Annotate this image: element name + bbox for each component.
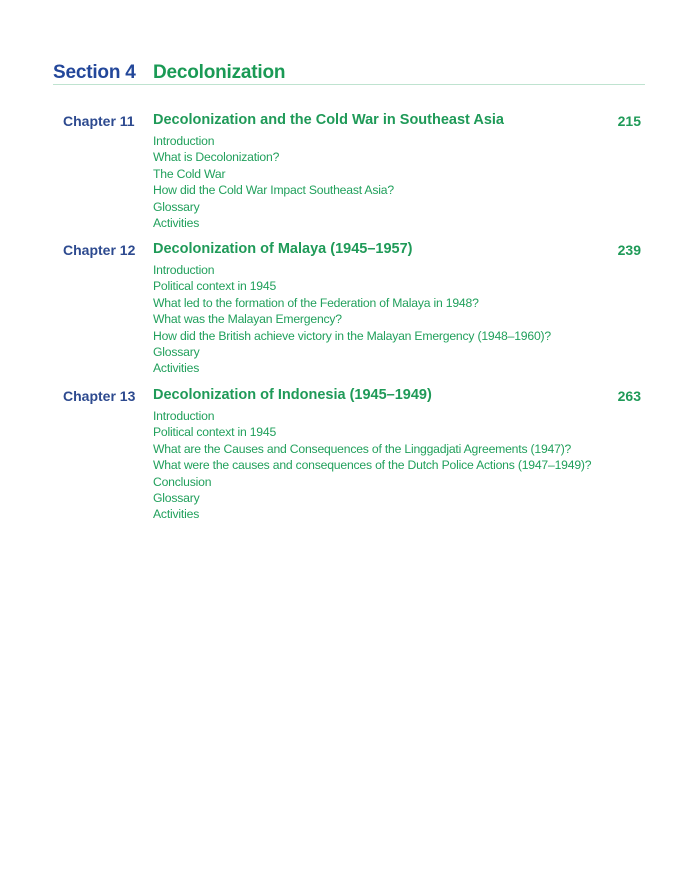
toc-subsection[interactable]: Political context in 1945 [153, 425, 277, 440]
toc-subsection[interactable]: Glossary [153, 491, 200, 506]
section-number: Section 4 [53, 62, 136, 83]
chapter-title[interactable]: Decolonization of Malaya (1945–1957) [153, 241, 413, 257]
toc-subsection[interactable]: What are the Causes and Consequences of the Linggadjati Agreements (1947)? [153, 441, 572, 456]
chapter-subsection-list [153, 408, 591, 523]
chapter-label: Chapter 13 [63, 388, 136, 404]
toc-subsection[interactable]: How did the Cold War Impact Southeast Asia? [153, 183, 394, 198]
toc-subsection[interactable]: What led to the formation of the Federation of Malaya in 1948? [153, 295, 479, 310]
chapter-title[interactable]: Decolonization and the Cold War in Southeast Asia [153, 112, 504, 128]
toc-subsection[interactable]: How did the British achieve victory in the Malayan Emergency (1948–1960)? [153, 328, 551, 343]
toc-subsection[interactable]: What were the causes and consequences of the Dutch Police Actions (1947–1949)? [153, 458, 592, 473]
toc-subsection[interactable]: What was the Malayan Emergency? [153, 312, 342, 327]
chapter-page-number[interactable]: 263 [617, 388, 641, 404]
chapter-page-number[interactable]: 239 [617, 242, 641, 258]
toc-subsection[interactable]: Glossary [153, 199, 200, 214]
toc-subsection[interactable]: Glossary [153, 345, 200, 360]
toc-subsection[interactable]: The Cold War [153, 166, 226, 181]
chapter-subsection-list [153, 262, 551, 377]
section-header [53, 60, 645, 85]
toc-subsection[interactable]: Activities [153, 507, 200, 522]
chapter-page-number[interactable]: 215 [617, 113, 641, 129]
toc-subsection[interactable]: Activities [153, 361, 200, 376]
toc-subsection[interactable]: Conclusion [153, 474, 212, 489]
toc-subsection[interactable]: Introduction [153, 263, 215, 277]
chapter-label: Chapter 11 [63, 113, 135, 129]
toc-subsection[interactable]: Activities [153, 216, 200, 231]
chapter-subsection-list [153, 133, 394, 231]
toc-subsection[interactable]: Introduction [153, 134, 215, 148]
chapter-title[interactable]: Decolonization of Indonesia (1945–1949) [153, 387, 432, 403]
toc-subsection[interactable]: What is Decolonization? [153, 150, 280, 165]
chapter-label: Chapter 12 [63, 242, 136, 258]
toc-subsection[interactable]: Political context in 1945 [153, 279, 277, 294]
section-title: Decolonization [153, 62, 286, 83]
toc-subsection[interactable]: Introduction [153, 409, 215, 423]
